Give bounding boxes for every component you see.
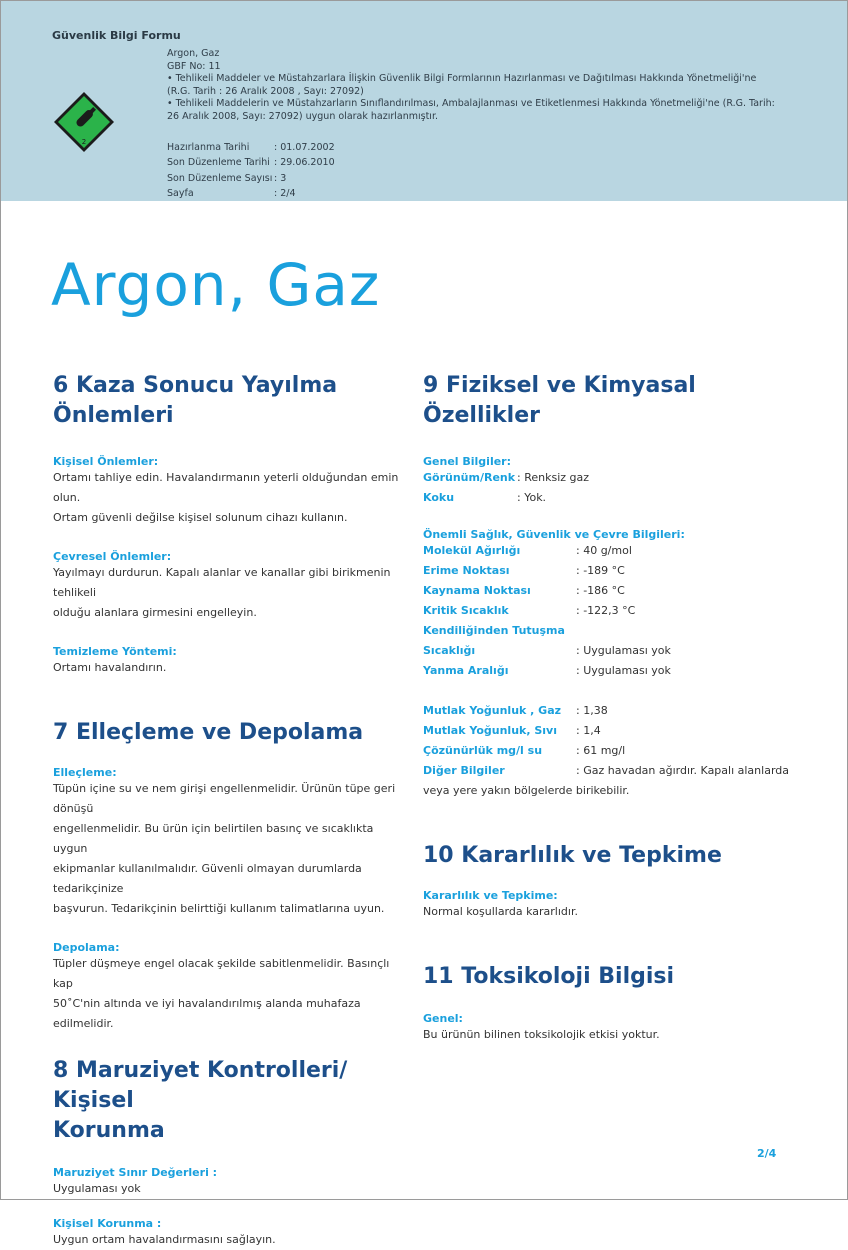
- cleanup-method-text: Ortamı havalandırın.: [53, 661, 167, 674]
- property-key: Çözünürlük mg/l su: [423, 744, 543, 757]
- property-row: [423, 741, 803, 761]
- property-value: : Uygulaması yok: [576, 664, 671, 677]
- property-row: [423, 601, 803, 621]
- date-label: Sayfa: [167, 188, 194, 200]
- date-row: [167, 155, 335, 170]
- property-value: : Gaz havadan ağırdır. Kapalı alanlarda: [576, 764, 789, 777]
- section-9-heading: 9 Fiziksel ve Kimyasal Özellikler: [423, 373, 696, 428]
- property-value: : 40 g/mol: [576, 544, 632, 557]
- property-key: Kaynama Noktası: [423, 584, 531, 597]
- section-7-heading: 7 Elleçleme ve Depolama: [53, 720, 364, 745]
- personal-precautions-text-1: Ortamı tahliye edin. Havalandırmanın yeterli olduğundan emin olun.: [53, 471, 399, 504]
- date-label: Son Düzenleme Sayısı: [167, 172, 273, 184]
- property-value: : 1,4: [576, 724, 601, 737]
- gbf-number: GBF No: 11: [167, 60, 221, 72]
- other-info-continuation: veya yere yakın bölgelerde birikebilir.: [423, 784, 630, 797]
- date-row: [167, 186, 335, 201]
- handling-text: Tüpün içine su ve nem girişi engellenmelidir. Ürünün tüpe geri dönüşü: [53, 782, 396, 815]
- property-value: : -122,3 °C: [576, 604, 636, 617]
- section-8-heading-line-2: Korunma: [53, 1118, 165, 1143]
- handling-label: Elleçleme:: [53, 766, 117, 779]
- document-header: [1, 1, 847, 201]
- property-value: : -189 °C: [576, 564, 625, 577]
- toxicology-general-text: Bu ürünün bilinen toksikolojik etkisi yoktur.: [423, 1028, 660, 1041]
- regulation-2: • Tehlikeli Maddelerin ve Müstahzarların Sınıflandırılması, Ambalajlanması ve Etiketlenmesi Hakkında Yönetmeliği'ne (R.G. Tarih: 26 Aralık 2008, Sayı: 27092) uygun olarak hazırlanmıştır.: [167, 98, 775, 122]
- property-key: Yanma Aralığı: [423, 664, 509, 677]
- property-key: Kritik Sıcaklık: [423, 604, 509, 617]
- date-row: [167, 171, 335, 186]
- page-title: Argon, Gaz: [51, 251, 381, 319]
- product-name: Argon, Gaz: [167, 48, 220, 59]
- section-11-heading: 11 Toksikoloji Bilgisi: [423, 964, 675, 989]
- property-key: Molekül Ağırlığı: [423, 544, 521, 557]
- environmental-precautions-text-2: olduğu alanlara girmesini engelleyin.: [53, 606, 257, 619]
- property-row: [423, 761, 803, 781]
- document-meta: [167, 48, 777, 124]
- property-row: [423, 581, 803, 601]
- section-8-heading-line-1: 8 Maruziyet Kontrolleri/ Kişisel: [53, 1058, 348, 1113]
- handling-text: başvurun. Tedarikçinin belirttiği kullanım talimatlarına uyun.: [53, 902, 385, 915]
- date-label: Hazırlanma Tarihi: [167, 142, 250, 153]
- document-type-label: Güvenlik Bilgi Formu: [52, 29, 181, 42]
- property-key: Erime Noktası: [423, 564, 510, 577]
- personal-precautions-label: Kişisel Önlemler:: [53, 455, 159, 468]
- section-10-heading: 10 Kararlılık ve Tepkime: [423, 843, 722, 868]
- personal-protection-label: Kişisel Korunma :: [53, 1217, 162, 1230]
- date-value: : 01.07.2002: [274, 142, 335, 153]
- general-info-label: Genel Bilgiler:: [423, 455, 512, 468]
- storage-text: Tüpler düşmeye engel olacak şekilde sabitlenmelidir. Basınçlı kap: [53, 957, 390, 990]
- date-value: : 2/4: [274, 188, 296, 200]
- stability-label: Kararlılık ve Tepkime:: [423, 889, 558, 902]
- handling-text: ekipmanlar kullanılmalıdır. Güvenli olmayan durumlarda tedarikçinize: [53, 862, 362, 895]
- health-safety-info-label: Önemli Sağlık, Güvenlik ve Çevre Bilgileri:: [423, 528, 685, 541]
- section-6-heading: 6 Kaza Sonucu Yayılma Önlemleri: [53, 373, 338, 428]
- storage-label: Depolama:: [53, 941, 120, 954]
- hazard-class-number: 2: [81, 138, 87, 146]
- date-row: [167, 140, 335, 155]
- exposure-limits-text: Uygulaması yok: [53, 1182, 141, 1195]
- property-row: [423, 621, 803, 641]
- property-value: : Yok.: [517, 491, 547, 504]
- property-key: Mutlak Yoğunluk, Sıvı: [423, 724, 557, 737]
- property-value: : 61 mg/l: [576, 744, 626, 757]
- property-row: [423, 468, 803, 488]
- stability-text: Normal koşullarda kararlıdır.: [423, 905, 578, 918]
- section-8-heading: [53, 1056, 408, 1146]
- environmental-precautions-label: Çevresel Önlemler:: [53, 550, 172, 563]
- regulation-1: • Tehlikeli Maddeler ve Müstahzarlara İlişkin Güvenlik Bilgi Formlarının Hazırlanması ve Dağıtılması Hakkında Yönetmeliği'ne (R.G. Tarih : 26 Aralık 2008 , Sayı: 27092): [167, 73, 757, 97]
- property-row: [423, 641, 803, 661]
- date-table: [167, 140, 335, 202]
- property-value: : Uygulaması yok: [576, 644, 671, 657]
- property-value: : -186 °C: [576, 584, 625, 597]
- toxicology-general-label: Genel:: [423, 1012, 463, 1025]
- property-value: : Renksiz gaz: [517, 471, 590, 484]
- exposure-limits-label: Maruziyet Sınır Değerleri :: [53, 1166, 218, 1179]
- personal-protection-text: Uygun ortam havalandırmasını sağlayın.: [53, 1233, 276, 1246]
- property-key: Diğer Bilgiler: [423, 764, 505, 777]
- personal-precautions-text-2: Ortam güvenli değilse kişisel solunum cihazı kullanın.: [53, 511, 348, 524]
- property-row: [423, 561, 803, 581]
- property-value: : 1,38: [576, 704, 608, 717]
- property-row: [423, 701, 803, 721]
- date-value: : 3: [274, 172, 287, 184]
- property-row: [423, 661, 803, 681]
- property-key: Sıcaklığı: [423, 644, 476, 657]
- property-key: Mutlak Yoğunluk , Gaz: [423, 704, 562, 717]
- cleanup-method-label: Temizleme Yöntemi:: [53, 645, 177, 658]
- property-key: Görünüm/Renk: [423, 471, 516, 484]
- date-value: : 29.06.2010: [274, 157, 335, 169]
- property-row: [423, 488, 803, 508]
- property-row: [423, 721, 803, 741]
- right-column: [423, 371, 803, 1045]
- storage-text: 50˚C'nin altında ve iyi havalandırılmış alanda muhafaza edilmelidir.: [53, 997, 361, 1030]
- environmental-precautions-text-1: Yayılmayı durdurun. Kapalı alanlar ve kanallar gibi birikmenin tehlikeli: [53, 566, 391, 599]
- gas-cylinder-hazard-icon: [53, 91, 115, 153]
- left-column: [53, 371, 408, 1250]
- page-number: 2/4: [757, 1147, 777, 1160]
- property-key: Kendiliğinden Tutuşma: [423, 624, 565, 637]
- handling-text: engellenmelidir. Bu ürün için belirtilen basınç ve sıcaklıkta uygun: [53, 822, 374, 855]
- property-key: Koku: [423, 491, 455, 504]
- property-row: [423, 541, 803, 561]
- date-label: Son Düzenleme Tarihi: [167, 157, 270, 169]
